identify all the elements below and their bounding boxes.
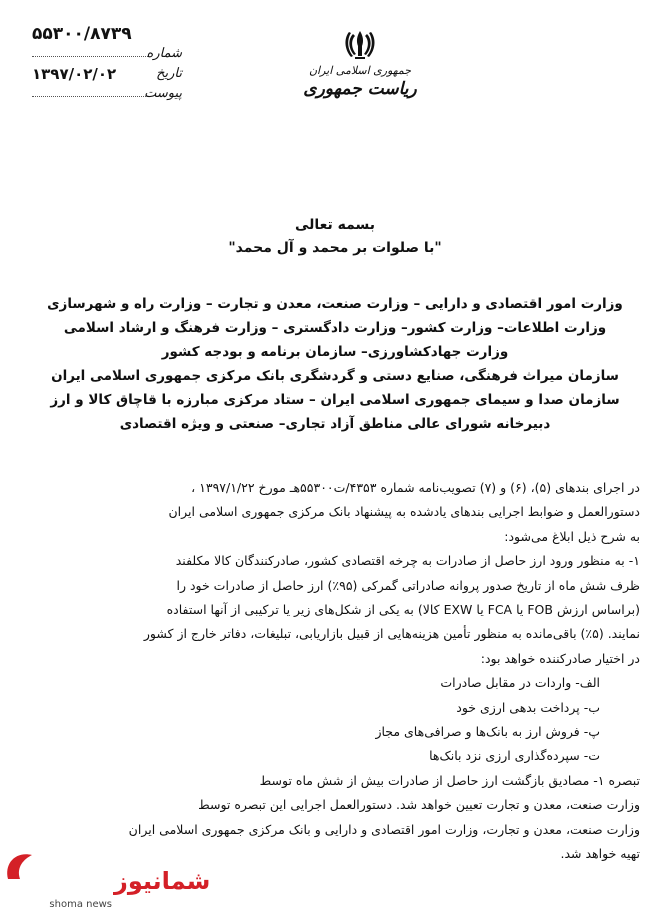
date-row	[32, 66, 182, 84]
letter-body	[40, 476, 640, 867]
attachment-row	[32, 86, 182, 104]
logo-site-text: shoma news	[49, 899, 112, 910]
bismillah-heading: بسمه تعالی	[294, 217, 376, 233]
option-item: ت- سپرده‌گذاری ارزی نزد بانک‌ها	[429, 748, 600, 764]
option-item: پ- فروش ارز به بانک‌ها و صرافی‌های مجاز	[375, 724, 600, 740]
attachment-dotted-line	[32, 96, 148, 97]
number-dotted-line	[32, 56, 148, 57]
note-line: وزارت صنعت، معدن و تجارت، وزارت امور اقتصادی و دارایی و بانک مرکزی جمهوری اسلامی ایران	[128, 821, 640, 837]
salawat-heading: "با صلوات بر محمد و آل محمد"	[228, 240, 442, 256]
note-line: وزارت صنعت، معدن و تجارت تعیین خواهد شد. دستورالعمل اجرایی این تبصره توسط	[198, 797, 640, 813]
recipient-line: سازمان میراث فرهنگی، صنایع دستی و گردشگری بانک مرکزی جمهوری اسلامی ایران	[51, 368, 619, 384]
date-label: تاریخ	[156, 66, 182, 81]
recipient-line: وزارت امور اقتصادی و دارایی – وزارت صنعت، معدن و تجارت – وزارت راه و شهرسازی	[47, 296, 623, 312]
clause1-line: نمایند. (۵٪) باقی‌مانده به منظور تأمین هزینه‌هایی از قبیل بازاریابی، تبلیغات، دفاتر خارج از کشور	[143, 626, 640, 642]
letterhead	[300, 28, 420, 99]
note-line: تبصره ۱- مصادیق بازگشت ارز حاصل از صادرات بیش از شش ماه توسط	[259, 772, 640, 788]
shoma-news-logo	[2, 845, 211, 915]
intro-line: دستورالعمل و ضوابط اجرایی بندهای یادشده به پیشنهاد بانک مرکزی جمهوری اسلامی ایران	[168, 504, 640, 520]
iran-emblem-icon	[343, 28, 377, 62]
clause1-line: در اختیار صادرکننده خواهد بود:	[480, 650, 640, 666]
recipient-line: وزارت اطلاعات– وزارت کشور– وزارت دادگستری – وزارت فرهنگ و ارشاد اسلامی	[63, 320, 607, 336]
intro-line: در اجرای بندهای (۵)، (۶) و (۷) تصویب‌نامه شماره ۴۳۵۳/ت۵۵۳۰۰هـ مورخ ۱۳۹۷/۱/۲۲ ،	[191, 480, 640, 495]
date-value: ۱۳۹۷/۰۲/۰۲	[32, 65, 117, 83]
reference-number: ۵۵۳۰۰/۸۷۳۹	[32, 24, 132, 44]
recipient-line: وزارت جهادکشاورزی– سازمان برنامه و بودجه کشور	[161, 344, 509, 360]
presidency-name: ریاست جمهوری	[303, 79, 417, 99]
clause1-line: (براساس ارزش FOB یا FCA یا EXW کالا) به یکی از شکل‌های زیر یا ترکیبی از آنها استفاده	[166, 602, 640, 618]
recipients-list	[40, 292, 630, 436]
number-label: شماره	[146, 46, 182, 61]
attachment-label: پیوست	[144, 86, 182, 101]
clause1-line: ۱- به منظور ورود ارز حاصل از صادرات به چرخه اقتصادی کشور، صادرکنندگان کالا مکلفند	[175, 553, 640, 569]
reference-block	[32, 24, 182, 104]
option-item: الف- واردات در مقابل صادرات	[440, 675, 600, 691]
clause1-line: ظرف شش ماه از تاریخ صدور پروانه صادراتی گمرکی (۹۵٪) ارز حاصل از صادرات خود را	[176, 577, 640, 593]
option-item: ب- پرداخت بدهی ارزی خود	[456, 699, 600, 715]
number-row	[32, 46, 182, 64]
intro-line: به شرح ذیل ابلاغ می‌شود:	[504, 528, 640, 544]
logo-brand-text: شمانیوز	[114, 867, 211, 895]
recipient-line: سازمان صدا و سیمای جمهوری اسلامی ایران – ستاد مرکزی مبارزه با قاچاق کالا و ارز	[50, 392, 620, 408]
logo-swoosh-icon	[7, 854, 32, 879]
republic-name: جمهوری اسلامی ایران	[308, 64, 412, 77]
recipient-line: دبیرخانه شورای عالی مناطق آزاد تجاری– صنعتی و ویژه اقتصادی	[119, 416, 551, 432]
note-line: تهیه خواهد شد.	[560, 846, 640, 862]
